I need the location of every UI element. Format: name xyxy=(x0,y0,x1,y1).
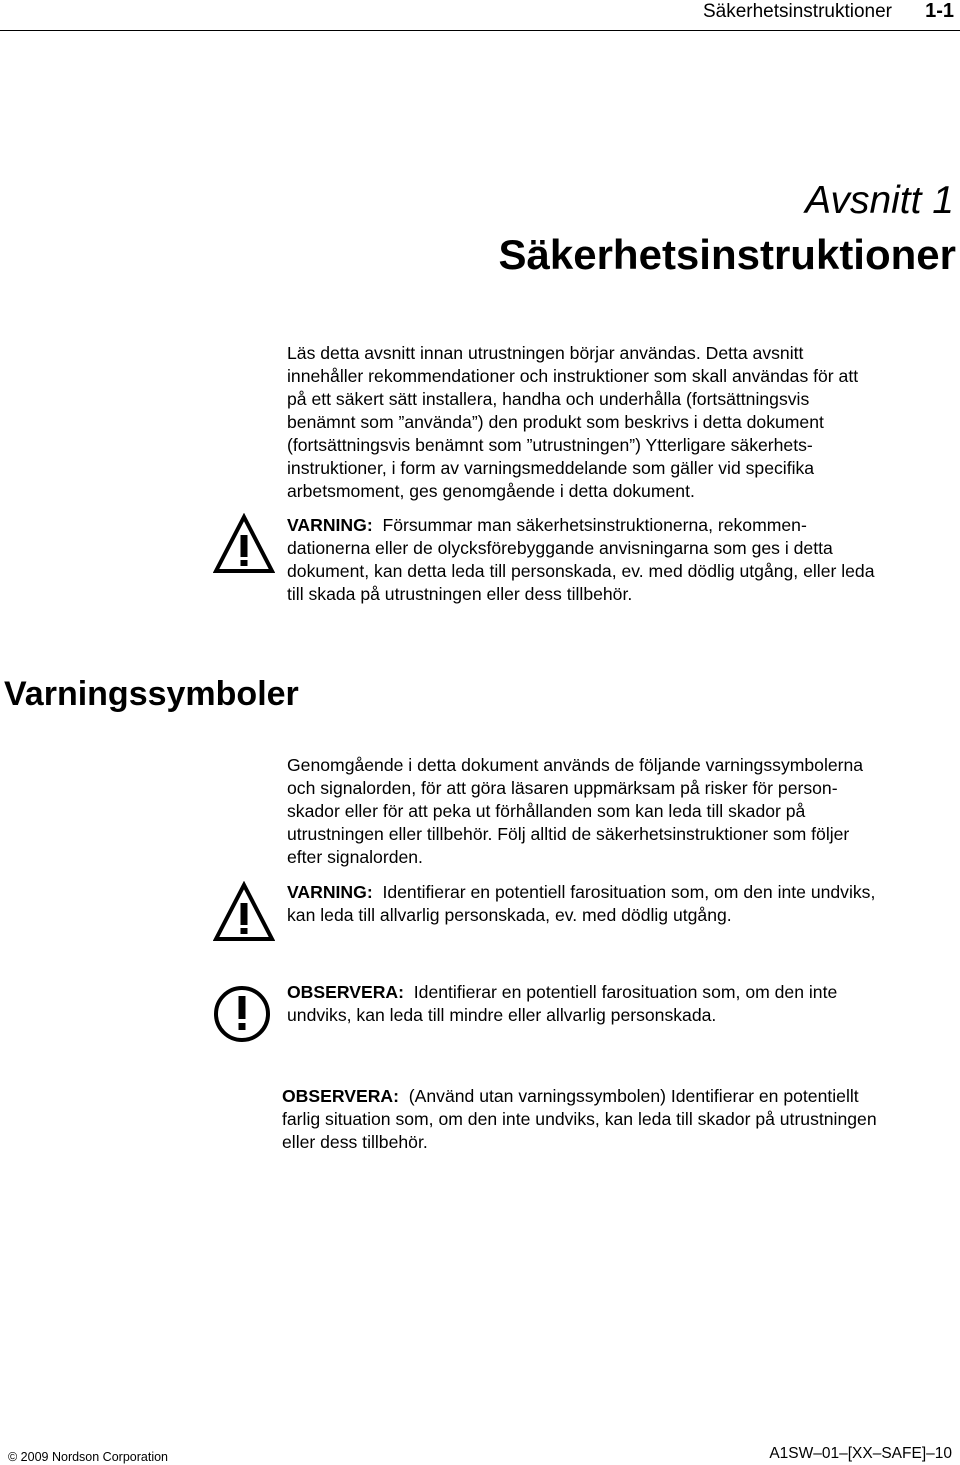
intro-line: innehåller rekommendationer och instruktioner som skall användas för att xyxy=(287,366,859,386)
intro-line: (fortsättningsvis benämnt som ”utrustningen”) Ytterligare säkerhets- xyxy=(287,435,813,455)
symbols-heading: Varningssymboler xyxy=(4,675,299,713)
symbols-line: skador eller för att peka ut förhållanden som kan leda till skador på xyxy=(287,801,806,821)
caution-block-1 xyxy=(287,981,837,1027)
warning-line: kan leda till allvarlig personskada, ev. med dödlig utgång. xyxy=(287,905,732,925)
header-title: Säkerhetsinstruktioner xyxy=(702,1,892,22)
caution-label: OBSERVERA: xyxy=(282,1086,399,1106)
footer-document-code: A1SW–01–[XX–SAFE]–10 xyxy=(769,1445,952,1462)
intro-line: arbetsmoment, ges genomgående i detta dokument. xyxy=(287,481,695,501)
symbols-paragraph xyxy=(287,754,863,869)
intro-line: benämnt som ”använda”) den produkt som beskrivs i detta dokument xyxy=(287,412,824,432)
warning-first-line: Försummar man säkerhetsinstruktionerna, rekommen- xyxy=(382,515,807,535)
caution-exclamation-icon xyxy=(213,985,271,1043)
warning-label: VARNING: xyxy=(287,515,373,535)
warning-first-line: Identifierar en potentiell farosituation som, om den inte undviks, xyxy=(382,882,876,902)
caution-first-line: (Använd utan varningssymbolen) Identifierar en potentiellt xyxy=(408,1086,859,1106)
caution-first-line: Identifierar en potentiell farosituation som, om den inte xyxy=(413,982,838,1002)
caution-label: OBSERVERA: xyxy=(287,982,404,1002)
warning-triangle-icon xyxy=(213,881,275,943)
warning-label: VARNING: xyxy=(287,882,373,902)
running-header xyxy=(0,0,960,31)
section-title: Säkerhetsinstruktioner xyxy=(498,231,956,278)
footer-copyright: © 2009 Nordson Corporation xyxy=(8,1450,168,1464)
caution-block-2 xyxy=(282,1085,877,1154)
intro-line: instruktioner, i form av varningsmeddelande som gäller vid specifika xyxy=(287,458,815,478)
intro-line: på ett säkert sätt installera, handha och underhålla (fortsättningsvis xyxy=(287,389,810,409)
warning-line: dationerna eller de olycksförebyggande anvisningarna som ges i detta xyxy=(287,538,833,558)
caution-line: eller dess tillbehör. xyxy=(282,1132,428,1152)
warning-line: till skada på utrustningen eller dess tillbehör. xyxy=(287,584,633,604)
header-page-number: 1-1 xyxy=(925,0,954,22)
warning-triangle-icon xyxy=(213,513,275,575)
intro-paragraph xyxy=(287,342,858,503)
warning-block-2 xyxy=(287,881,875,927)
warning-block-1 xyxy=(287,514,874,606)
symbols-line: och signalorden, för att göra läsaren uppmärksam på risker för person- xyxy=(287,778,838,798)
warning-line: dokument, kan detta leda till personskada, ev. med dödlig utgång, eller leda xyxy=(287,561,875,581)
symbols-line: Genomgående i detta dokument används de följande varningssymbolerna xyxy=(287,755,864,775)
intro-line: Läs detta avsnitt innan utrustningen börjar användas. Detta avsnitt xyxy=(287,343,804,363)
caution-line: undviks, kan leda till mindre eller allvarlig personskada. xyxy=(287,1005,717,1025)
symbols-line: efter signalorden. xyxy=(287,847,423,867)
caution-line: farlig situation som, om den inte undviks, kan leda till skador på utrustningen xyxy=(282,1109,877,1129)
symbols-line: utrustningen eller tillbehör. Följ alltid de säkerhetsinstruktioner som följer xyxy=(287,824,850,844)
section-number: Avsnitt 1 xyxy=(805,179,954,222)
